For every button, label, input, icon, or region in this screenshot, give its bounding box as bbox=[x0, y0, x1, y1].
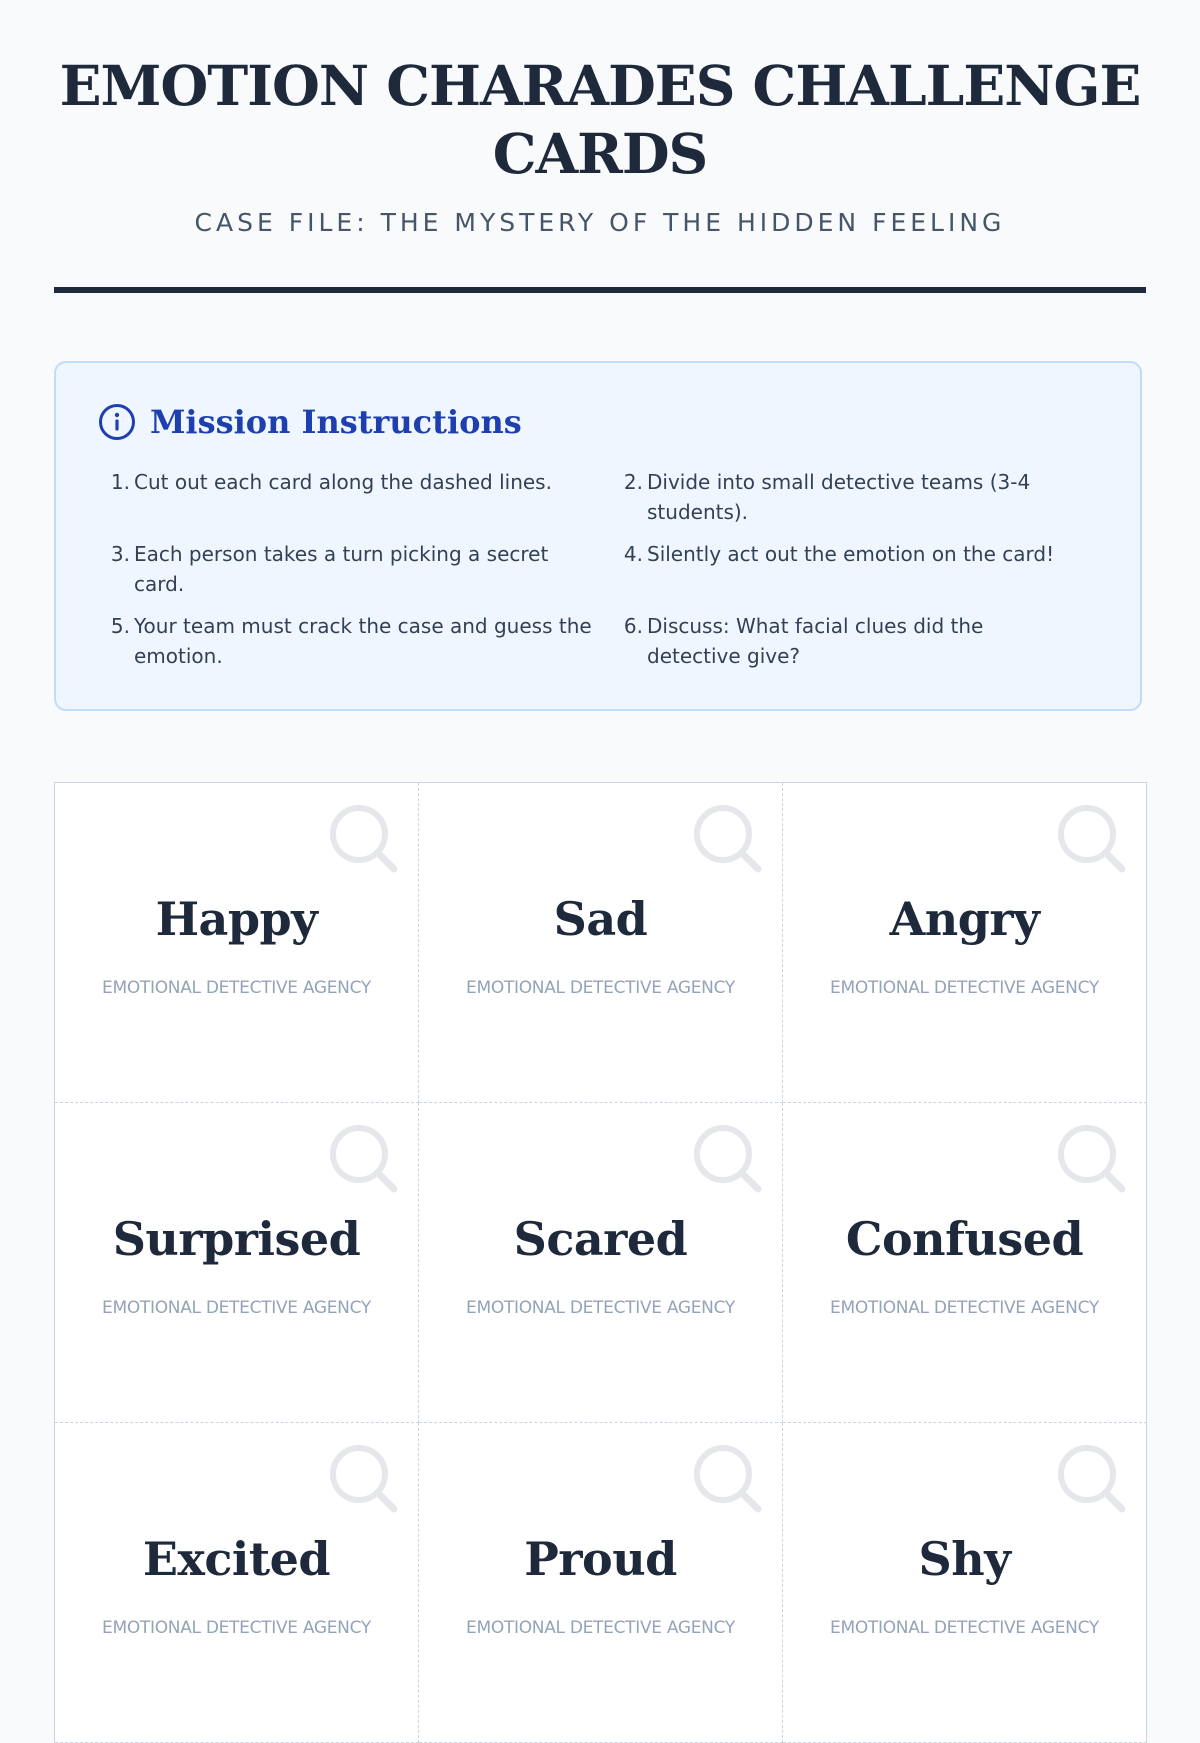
step-number: 4. bbox=[623, 542, 643, 566]
page-title: EMOTION CHARADES CHALLENGE CARDS bbox=[59, 53, 1141, 186]
instruction-step bbox=[611, 539, 1081, 599]
emotion-card[interactable] bbox=[419, 1103, 783, 1423]
emotion-word: Happy bbox=[155, 892, 318, 946]
emotion-card[interactable] bbox=[419, 1423, 783, 1743]
emotion-word: Confused bbox=[845, 1212, 1084, 1266]
emotion-card[interactable] bbox=[419, 783, 783, 1103]
step-number: 5. bbox=[110, 614, 130, 638]
step-text: Each person takes a turn picking a secret card. bbox=[134, 542, 549, 596]
emotion-card[interactable] bbox=[55, 1423, 419, 1743]
emotion-card[interactable] bbox=[783, 783, 1147, 1103]
instruction-step bbox=[98, 611, 611, 671]
magnifying-glass-icon bbox=[692, 803, 762, 873]
instructions-title: Mission Instructions bbox=[150, 403, 522, 441]
magnifying-glass-icon bbox=[1056, 803, 1126, 873]
emotion-card[interactable] bbox=[55, 783, 419, 1103]
step-number: 2. bbox=[623, 470, 643, 494]
emotion-word: Scared bbox=[513, 1212, 688, 1266]
agency-label: EMOTIONAL DETECTIVE AGENCY bbox=[102, 1618, 371, 1638]
step-text: Divide into small detective teams (3-4 students). bbox=[647, 470, 1031, 524]
emotion-word: Proud bbox=[524, 1532, 677, 1586]
agency-label: EMOTIONAL DETECTIVE AGENCY bbox=[102, 978, 371, 998]
page-header bbox=[54, 0, 1146, 237]
instruction-step bbox=[611, 611, 1081, 671]
agency-label: EMOTIONAL DETECTIVE AGENCY bbox=[830, 978, 1099, 998]
instruction-step bbox=[611, 467, 1081, 527]
magnifying-glass-icon bbox=[1056, 1123, 1126, 1193]
instructions-list bbox=[98, 467, 1098, 671]
agency-label: EMOTIONAL DETECTIVE AGENCY bbox=[830, 1618, 1099, 1638]
magnifying-glass-icon bbox=[692, 1443, 762, 1513]
agency-label: EMOTIONAL DETECTIVE AGENCY bbox=[830, 1298, 1099, 1318]
header-divider bbox=[54, 287, 1146, 293]
info-icon bbox=[98, 403, 136, 441]
step-number: 3. bbox=[110, 542, 130, 566]
emotion-word: Angry bbox=[889, 892, 1040, 946]
step-text: Your team must crack the case and guess the emotion. bbox=[134, 614, 592, 668]
magnifying-glass-icon bbox=[328, 1443, 398, 1513]
emotion-word: Excited bbox=[142, 1532, 331, 1586]
emotion-card-grid bbox=[54, 782, 1147, 1743]
agency-label: EMOTIONAL DETECTIVE AGENCY bbox=[102, 1298, 371, 1318]
agency-label: EMOTIONAL DETECTIVE AGENCY bbox=[466, 1298, 735, 1318]
emotion-word: Shy bbox=[918, 1532, 1011, 1586]
page-subtitle: CASE FILE: THE MYSTERY OF THE HIDDEN FEELING bbox=[194, 208, 1006, 237]
agency-label: EMOTIONAL DETECTIVE AGENCY bbox=[466, 1618, 735, 1638]
emotion-word: Surprised bbox=[112, 1212, 361, 1266]
magnifying-glass-icon bbox=[692, 1123, 762, 1193]
step-text: Discuss: What facial clues did the detective give? bbox=[647, 614, 984, 668]
instructions-header bbox=[98, 403, 1098, 441]
emotion-card[interactable] bbox=[783, 1103, 1147, 1423]
instruction-step bbox=[98, 539, 611, 599]
step-text: Silently act out the emotion on the card! bbox=[647, 542, 1055, 566]
magnifying-glass-icon bbox=[328, 1123, 398, 1193]
magnifying-glass-icon bbox=[1056, 1443, 1126, 1513]
step-number: 6. bbox=[623, 614, 643, 638]
step-number: 1. bbox=[110, 470, 130, 494]
emotion-card[interactable] bbox=[783, 1423, 1147, 1743]
instructions-panel bbox=[54, 361, 1142, 711]
agency-label: EMOTIONAL DETECTIVE AGENCY bbox=[466, 978, 735, 998]
emotion-word: Sad bbox=[553, 892, 648, 946]
instruction-step bbox=[98, 467, 611, 527]
worksheet-page bbox=[54, 0, 1146, 1638]
emotion-card[interactable] bbox=[55, 1103, 419, 1423]
step-text: Cut out each card along the dashed lines. bbox=[134, 470, 552, 494]
magnifying-glass-icon bbox=[328, 803, 398, 873]
